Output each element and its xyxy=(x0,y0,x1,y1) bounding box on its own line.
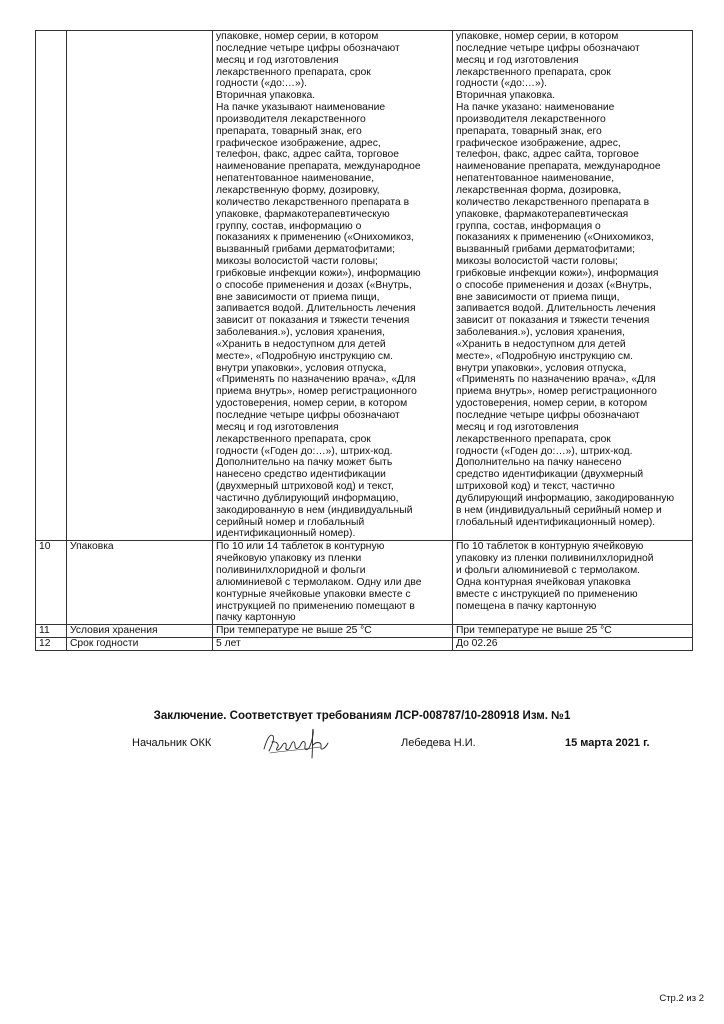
specification-table xyxy=(35,30,693,651)
row-number: 12 xyxy=(36,638,67,651)
requirement-text: При температуре не выше 25 °С xyxy=(213,625,453,638)
signature-block xyxy=(0,737,724,767)
table-row-storage xyxy=(36,625,693,638)
requirement-text: По 10 или 14 таблеток в контурную ячейковую упаковку из пленки поливинилхлоридной и фольги алюминиевой с термолаком. Одну или две контурные ячейковые упаковки вместе с инструкцией по применению помещают в пачку картонную xyxy=(213,541,453,625)
parameter-name: Условия хранения xyxy=(67,625,213,638)
result-text: упаковке, номер серии, в котором последние четыре цифры обозначают месяц и год изготовления лекарственного препарата, срок годности («до:…»). Вторичная упаковка. На пачке указано: наименование производителя лекарственного препарата, товарный знак, его графическое изображение, адрес, телефон, факс, адрес сайта, торговое наименование препарата, международное непатентованное наименование, лекарственная форма, дозировка, количество лекарственного препарата в упаковке, фармакотерапевтическая группа, состав, информация о показаниях к применению («Онихомикоз, вызванный грибами дерматофитами; микозы волосистой части головы; грибковые инфекции кожи»), информация о способе применения и дозах («Внутрь, вне зависимости от приема пищи, запивается водой. Длительность лечения зависит от показания и тяжести течения заболевания.»), условия хранения, «Хранить в недоступном для детей месте», «Подробную инструкцию см. внутри упаковки», условия отпуска, «Применять по назначению врача», «Для приема внутрь», номер регистрационного удостоверения, номер серии, в котором последние четыре цифры обозначают месяц и год изготовления лекарственного препарата, срок годности («Годен до:…»), штрих-код. Дополнительно на пачку нанесено средство идентификации (двухмерный штриховой код) и текст, частично дублирующий информацию, закодированную в нем (индивидуальный серийный номер и глобальный идентификационный номер). xyxy=(453,31,693,541)
requirement-text: упаковке, номер серии, в котором последние четыре цифры обозначают месяц и год изготовления лекарственного препарата, срок годности («до:…»). Вторичная упаковка. На пачке указывают наименование производителя лекарственного препарата, товарный знак, его графическое изображение, адрес, телефон, факс, адрес сайта, торговое наименование препарата, международное непатентованное наименование, лекарственную форму, дозировку, количество лекарственного препарата в упаковке, фармакотерапевтическую группу, состав, информацию о показаниях к применению («Онихомикоз, вызванный грибами дерматофитами; микозы волосистой части головы; грибковые инфекции кожи»), информацию о способе применения и дозах («Внутрь, вне зависимости от приема пищи, запивается водой. Длительность лечения зависит от показания и тяжести течения заболевания.»), условия хранения, «Хранить в недоступном для детей месте», «Подробную инструкцию см. внутри упаковки», условия отпуска, «Применять по назначению врача», «Для приема внутрь», номер регистрационного удостоверения, номер серии, в котором последние четыре цифры обозначают месяц и год изготовления лекарственного препарата, срок годности («Годен до:…»), штрих-код. Дополнительно на пачку может быть нанесено средство идентификации (двухмерный штриховой код) и текст, частично дублирующий информацию, закодированную в нем (индивидуальный серийный номер и глобальный идентификационный номер). xyxy=(213,31,453,541)
table-row-continuation xyxy=(36,31,693,541)
table-row-shelf-life xyxy=(36,638,693,651)
conclusion-text: Заключение. Соответствует требованиям ЛСР-008787/10-280918 Изм. №1 xyxy=(153,710,571,722)
page-number: Стр.2 из 2 xyxy=(659,993,704,1004)
row-number xyxy=(36,31,67,541)
result-text: По 10 таблеток в контурную ячейковую упаковку из пленки поливинилхлоридной и фольги алюминиевой с термолаком. Одна контурная ячейковая упаковка вместе с инструкцией по применению помещена в пачку картонную xyxy=(453,541,693,625)
requirement-text: 5 лет xyxy=(213,638,453,651)
parameter-name: Срок годности xyxy=(67,638,213,651)
signer-position: Начальник ОКК xyxy=(132,737,212,749)
handwritten-signature xyxy=(260,727,330,761)
parameter-name xyxy=(67,31,213,541)
signer-name: Лебедева Н.И. xyxy=(401,737,476,749)
table-row-packaging xyxy=(36,541,693,625)
result-text: При температуре не выше 25 °С xyxy=(453,625,693,638)
row-number: 11 xyxy=(36,625,67,638)
row-number: 10 xyxy=(36,541,67,625)
signature-date: 15 марта 2021 г. xyxy=(565,737,650,749)
parameter-name: Упаковка xyxy=(67,541,213,625)
result-text: До 02.26 xyxy=(453,638,693,651)
